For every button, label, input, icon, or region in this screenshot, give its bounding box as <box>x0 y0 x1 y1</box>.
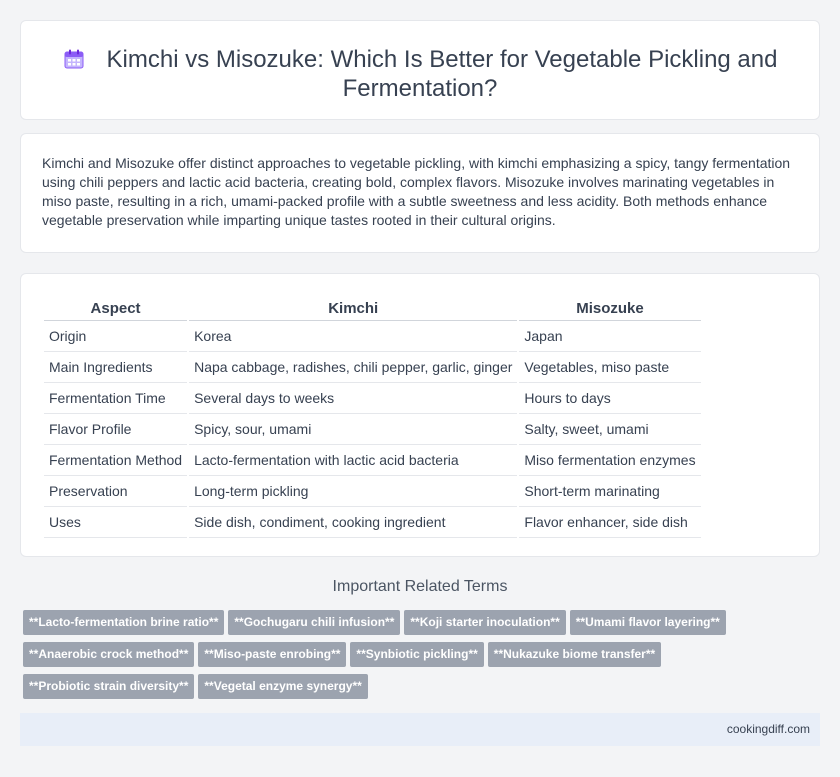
cell-aspect: Main Ingredients <box>44 352 187 383</box>
related-term-tag[interactable]: **Miso-paste enrobing** <box>198 642 346 667</box>
cell-misozuke: Miso fermentation enzymes <box>519 445 700 476</box>
related-term-tag[interactable]: **Gochugaru chili infusion** <box>228 610 400 635</box>
cell-misozuke: Japan <box>519 321 700 352</box>
cell-misozuke: Hours to days <box>519 383 700 414</box>
intro-paragraph: Kimchi and Misozuke offer distinct approaches to vegetable pickling, with kimchi emphasizing a spicy, tangy fermentation using chili peppers and lactic acid bacteria, creating bold, complex flavors. Misozuke involves marinating vegetables in miso paste, resulting in a rich, umami-packed profile with a subtle sweetness and less acidity. Both methods enhance vegetable preservation while imparting unique tastes rooted in their cultural origins. <box>42 155 791 228</box>
cell-misozuke: Salty, sweet, umami <box>519 414 700 445</box>
cell-kimchi: Spicy, sour, umami <box>189 414 517 445</box>
cell-aspect: Uses <box>44 507 187 538</box>
page-title: Kimchi vs Misozuke: Which Is Better for Vegetable Pickling and Fermentation? <box>106 46 778 102</box>
related-term-tag[interactable]: **Koji starter inoculation** <box>404 610 565 635</box>
header-aspect: Aspect <box>44 297 187 321</box>
related-term-tag[interactable]: **Anaerobic crock method** <box>23 642 194 667</box>
cell-kimchi: Napa cabbage, radishes, chili pepper, garlic, ginger <box>189 352 517 383</box>
tag-row <box>23 610 723 642</box>
cell-kimchi: Several days to weeks <box>189 383 517 414</box>
table-row <box>44 507 701 538</box>
table-row <box>44 445 701 476</box>
calendar-icon <box>63 48 85 70</box>
cell-misozuke: Vegetables, miso paste <box>519 352 700 383</box>
intro-card <box>20 133 820 253</box>
footer <box>20 713 820 746</box>
table-row <box>44 476 701 507</box>
comparison-card <box>20 273 820 557</box>
related-term-tag[interactable]: **Umami flavor layering** <box>570 610 726 635</box>
table-row <box>44 352 701 383</box>
related-term-tag[interactable]: **Synbiotic pickling** <box>350 642 483 667</box>
related-terms-heading: Important Related Terms <box>332 578 508 595</box>
page-title-row <box>21 45 819 103</box>
comparison-table <box>42 297 703 538</box>
header-misozuke: Misozuke <box>519 297 700 321</box>
related-terms-list <box>23 610 723 706</box>
cell-misozuke: Flavor enhancer, side dish <box>519 507 700 538</box>
cell-kimchi: Long-term pickling <box>189 476 517 507</box>
cell-aspect: Fermentation Method <box>44 445 187 476</box>
cell-aspect: Preservation <box>44 476 187 507</box>
table-header-row <box>44 297 701 321</box>
related-term-tag[interactable]: **Probiotic strain diversity** <box>23 674 194 699</box>
cell-aspect: Fermentation Time <box>44 383 187 414</box>
cell-kimchi: Korea <box>189 321 517 352</box>
related-term-tag[interactable]: **Nukazuke biome transfer** <box>488 642 661 667</box>
related-term-tag[interactable]: **Lacto-fermentation brine ratio** <box>23 610 224 635</box>
cell-aspect: Flavor Profile <box>44 414 187 445</box>
tag-row <box>23 642 723 674</box>
tag-row <box>23 674 723 706</box>
cell-misozuke: Short-term marinating <box>519 476 700 507</box>
footer-site-link[interactable]: cookingdiff.com <box>726 722 810 736</box>
cell-kimchi: Side dish, condiment, cooking ingredient <box>189 507 517 538</box>
table-row <box>44 321 701 352</box>
related-term-tag[interactable]: **Vegetal enzyme synergy** <box>198 674 367 699</box>
header-kimchi: Kimchi <box>189 297 517 321</box>
header-card <box>20 20 820 120</box>
table-row <box>44 414 701 445</box>
cell-kimchi: Lacto-fermentation with lactic acid bacteria <box>189 445 517 476</box>
cell-aspect: Origin <box>44 321 187 352</box>
table-row <box>44 383 701 414</box>
